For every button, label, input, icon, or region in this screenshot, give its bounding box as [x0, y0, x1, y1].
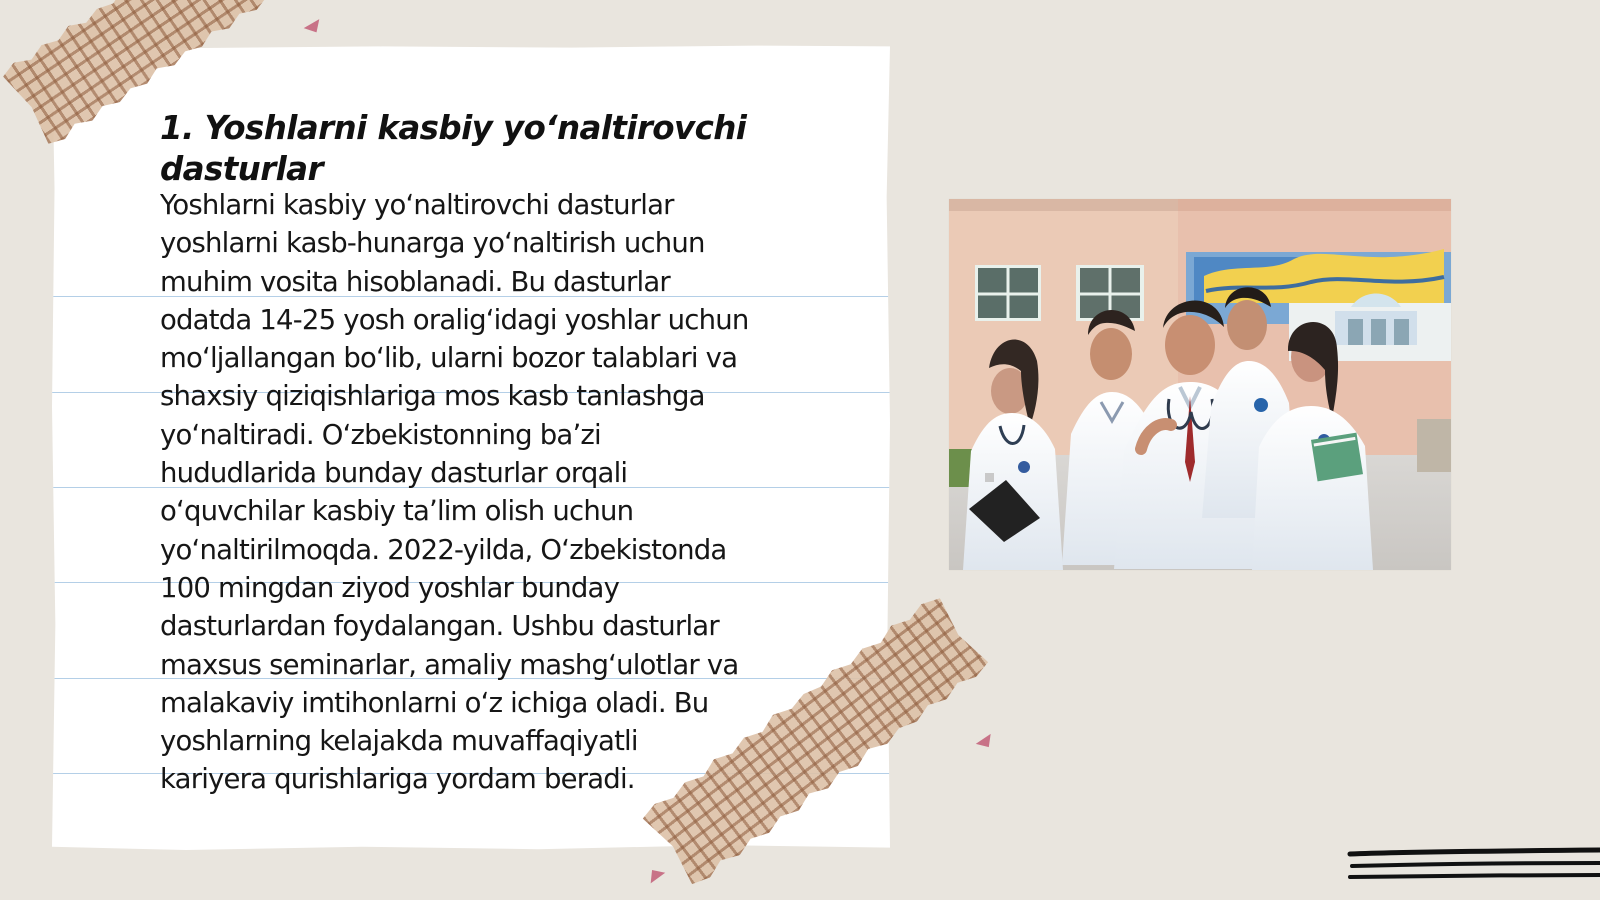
tape-tip-icon — [976, 734, 997, 752]
slide-title: 1. Yoshlarni kasbiy yoʻnaltirovchi dasturlar — [160, 109, 747, 188]
decorative-brush-lines — [1350, 846, 1600, 890]
tape-tip-icon — [645, 865, 665, 884]
students-photo — [949, 199, 1451, 570]
tape-tip-icon — [304, 19, 325, 37]
slide-body-text: Yoshlarni kasbiy yoʻnaltirovchi dasturlar yoshlarni kasb-hunarga yoʻnaltirish uchun muhim vosita hisoblanadi. Bu dasturlar odatda 14-25 yosh oraligʻidagi yoshlar uchun moʻljallangan boʻlib, ularni bozor talablari va shaxsiy qiziqishlariga mos kasb tanlashga yoʻnaltiradi. Oʻzbekistonning baʼzi hududlarida bunday dasturlar orqali oʻquvchilar kasbiy taʼlim olish uchun yoʻnaltirilmoqda. 2022-yilda, Oʻzbekistonda 100 mingdan ziyod yoshlar bunday dasturlardan foydalangan. Ushbu dasturlar maxsus seminarlar, amaliy mashgʻulotlar va malakaviy imtihonlarni oʻz ichiga oladi. Bu yoshlarning kelajakda muvaffaqiyatli kariyera qurishlariga yordam beradi. — [160, 189, 749, 796]
students-photo-illustration — [949, 199, 1451, 570]
